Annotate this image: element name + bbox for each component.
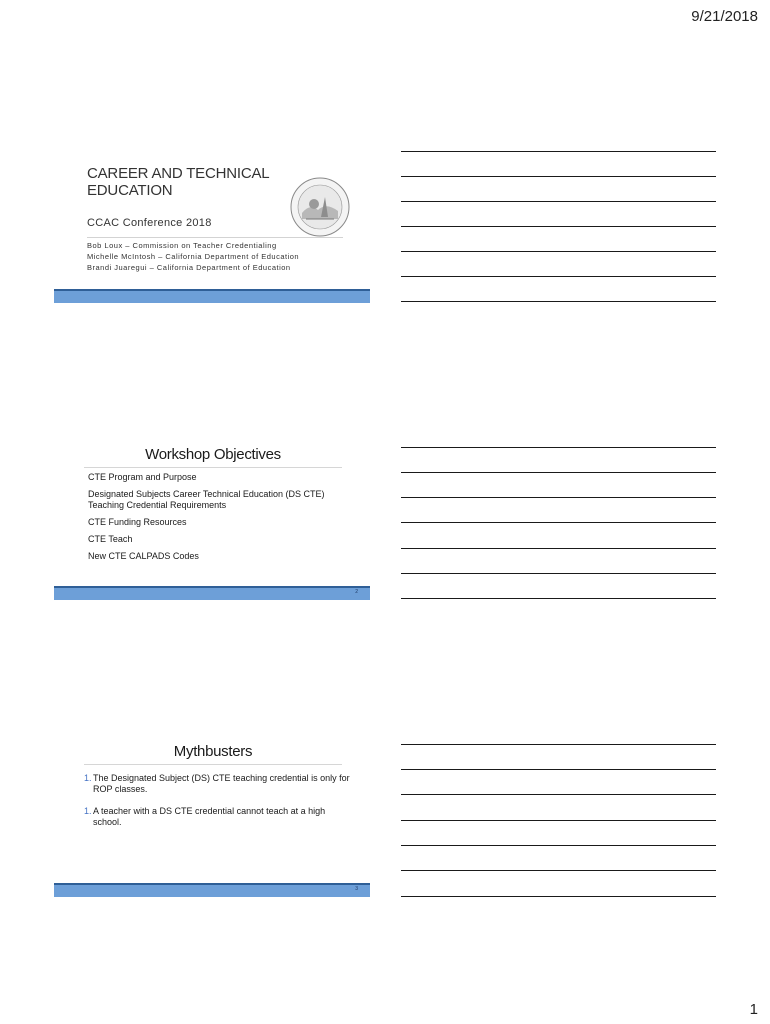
header-date: 9/21/2018 [691,8,758,25]
presenter-3: Brandi Juaregui – California Department of Education [87,263,291,272]
note-line [401,744,716,745]
presenter-2: Michelle McIntosh – California Department of Education [87,252,300,261]
note-line [401,820,716,821]
slide-3-divider [84,764,342,765]
myth-text: The Designated Subject (DS) CTE teaching credential is only for ROP classes. [93,773,350,794]
note-line [401,472,716,473]
note-line [401,548,716,549]
objectives-list [88,472,348,568]
slide-1-title: CAREER AND TECHNICAL EDUCATION [87,165,269,199]
slide-1-accent-bar [54,289,370,303]
note-line [401,226,716,227]
page-number: 1 [749,1001,758,1018]
note-line [401,251,716,252]
note-line [401,794,716,795]
note-line [401,769,716,770]
objective-item: CTE Teach [88,534,133,544]
presenter-1: Bob Loux – Commission on Teacher Credentialing [87,241,277,250]
note-line [401,573,716,574]
slide-3-number: 3 [355,886,358,892]
slide-2-number: 2 [355,589,358,595]
note-line [401,201,716,202]
objective-item: CTE Program and Purpose [88,472,197,482]
state-seal-icon [290,177,350,237]
slide-2-title: Workshop Objectives [145,446,281,463]
slide-1 [54,77,370,303]
slide-2-divider [84,467,342,468]
note-line [401,301,716,302]
objective-item: New CTE CALPADS Codes [88,551,199,561]
slide-3-title: Mythbusters [173,743,253,760]
note-line [401,870,716,871]
slide-2 [54,374,370,600]
note-line [401,598,716,599]
note-line [401,896,716,897]
myth-marker: 1. [84,806,92,816]
slide-2-accent-bar [54,586,370,600]
note-line [401,447,716,448]
objective-item: Designated Subjects Career Technical Education (DS CTE) Teaching Credential Requirements [88,489,325,510]
myth-marker: 1. [84,773,92,783]
note-line [401,497,716,498]
slide-3-accent-bar [54,883,370,897]
objective-item: CTE Funding Resources [88,517,187,527]
note-line [401,276,716,277]
myth-item [84,806,354,828]
note-line [401,151,716,152]
note-line [401,522,716,523]
myth-item [84,773,354,795]
myth-list [84,773,354,839]
slide-1-subtitle: CCAC Conference 2018 [87,217,212,229]
note-line [401,176,716,177]
note-line [401,845,716,846]
presenter-list [87,240,299,273]
slide-3 [54,671,370,897]
slide-1-divider [87,237,343,238]
myth-text: A teacher with a DS CTE credential cannot teach at a high school. [93,806,326,827]
